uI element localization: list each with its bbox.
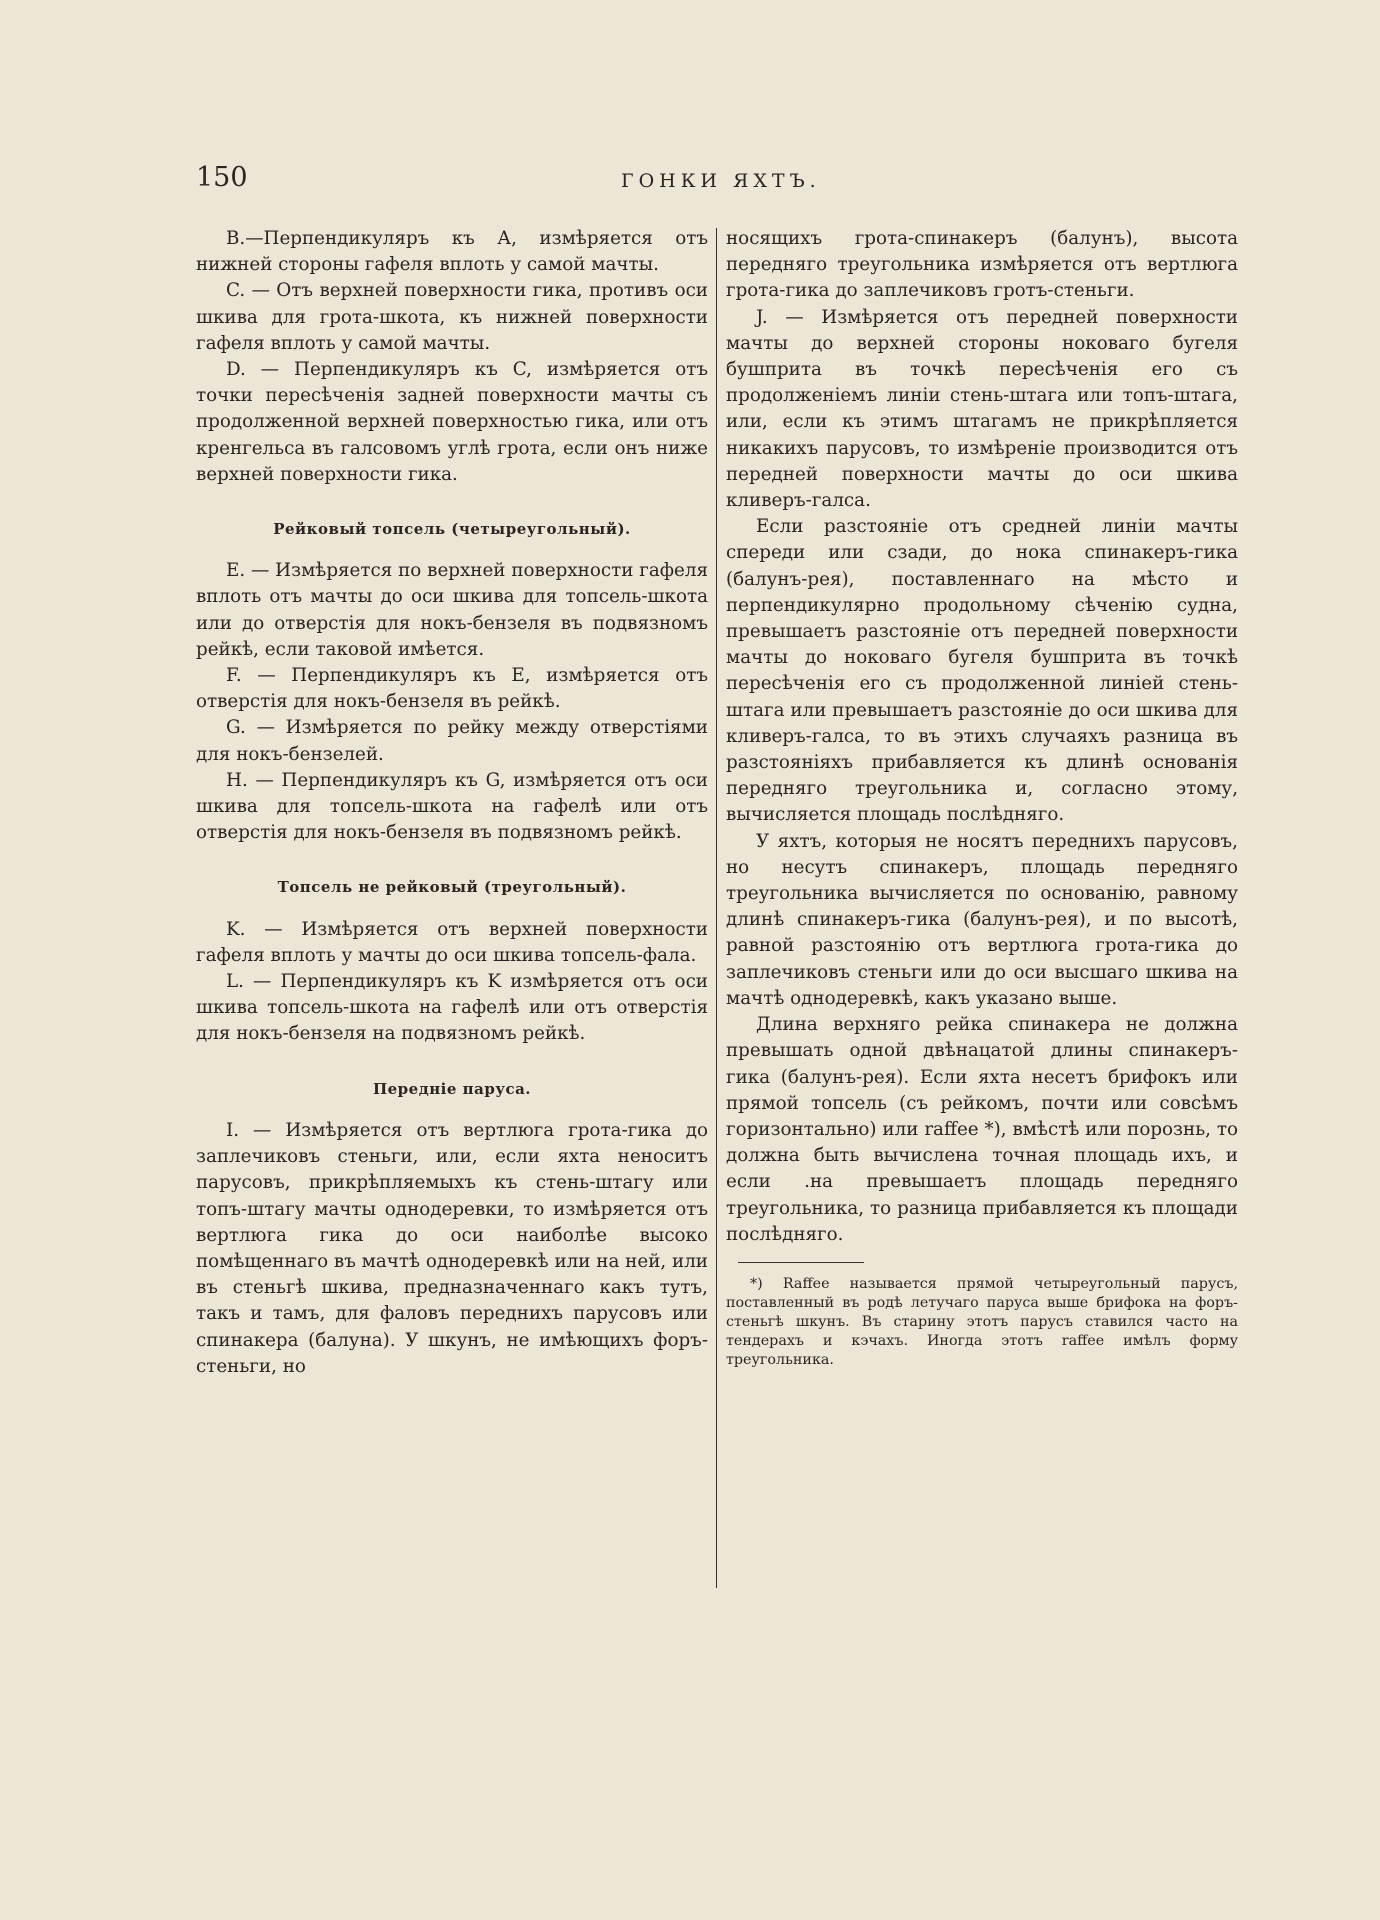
column-divider [716, 228, 717, 1588]
paragraph: J. — Измѣряется отъ передней поверхности мачты до верхней стороны ноковаго бугеля бушприта въ точкѣ пересѣченія его съ продолженіемъ линіи стень-штага или топъ-штага, или, если къ этимъ штагамъ не прикрѣпляется никакихъ парусовъ, то измѣреніе производится отъ передней поверхности мачты до оси шкива кливеръ-галса. [726, 306, 1238, 512]
page-header [196, 162, 1206, 202]
paragraph: D. — Перпендикуляръ къ C, измѣряется отъ точки пересѣченія задней поверхности мачты съ продолженной верхней поверхностью гика, или отъ кренгельса въ галсовомъ углѣ грота, если онъ ниже верхней поверхности гика. [196, 359, 708, 485]
paragraph: L. — Перпендикуляръ къ K измѣряется отъ оси шкива топсель-шкота на гафелѣ или отъ отверстія для нокъ-бензеля на подвязномъ рейкѣ. [196, 971, 708, 1045]
section-heading: Передніе паруса. [372, 1079, 532, 1098]
section-heading: Топсель не рейковый (треугольный). [277, 878, 627, 897]
paragraph: F. — Перпендикуляръ къ E, измѣряется отъ отверстія для нокъ-бензеля въ рейкѣ. [196, 665, 708, 713]
paragraph: носящихъ грота-спинакеръ (балунъ), высота передняго треугольника измѣряется отъ вертлюга грота-гика до заплечиковъ гротъ-стеньги. [726, 228, 1238, 302]
paragraph: H. — Перпендикуляръ къ G, измѣряется отъ оси шкива для топсель-шкота на гафелѣ или отъ отверстія для нокъ-бензеля въ подвязномъ рейкѣ. [196, 769, 708, 844]
left-column [196, 226, 708, 1380]
footnote-rule [738, 1262, 864, 1263]
paragraph: I. — Измѣряется отъ вертлюга грота-гика до заплечиковъ стеньги, или, если яхта неноситъ парусовъ, прикрѣпляемыхъ къ стень-штагу или топъ-штагу мачты однодеревки, то измѣряется отъ вертлюга гика до оси наиболѣе высоко помѣщеннаго въ мачтѣ однодеревкѣ или на ней, или въ стеньгѣ шкива, предназначеннаго какъ тутъ, такъ и тамъ, для фаловъ переднихъ парусовъ или спинакера (балуна). У шкунъ, не имѣющихъ форъ-стеньги, но [196, 1119, 708, 1377]
section-heading: Рейковый топсель (четыреугольный). [273, 520, 631, 539]
right-column [726, 226, 1238, 1370]
paragraph: C. — Отъ верхней поверхности гика, противъ оси шкива для грота-шкота, къ нижней поверхности гафеля вплоть у самой мачты. [196, 280, 708, 354]
paragraph: У яхтъ, которыя не носятъ переднихъ парусовъ, но несутъ спинакеръ, площадь передняго треугольника вычисляется по основанію, равному длинѣ спинакеръ-гика (балунъ-рея), и по высотѣ, равной разстоянію отъ вертлюга грота-гика до заплечиковъ стеньги или до оси высшаго шкива на мачтѣ однодеревкѣ, какъ указано выше. [726, 830, 1238, 1009]
paragraph: K. — Измѣряется отъ верхней поверхности гафеля вплоть у мачты до оси шкива топсель-фала. [196, 918, 708, 966]
footnote: *) Raffee называется прямой четыреугольный парусъ, поставленный въ родѣ летучаго паруса выше брифока на форъ-стеньгѣ шкунъ. Въ старину этотъ парусъ ставился часто на тендерахъ и кэчахъ. Иногда этотъ raffee имѣлъ форму треугольника. [726, 1275, 1238, 1368]
paragraph: Длина верхняго рейка спинакера не должна превышать одной двѣнацатой длины спинакеръ-гика (балунъ-рея). Если яхта несетъ брифокъ или прямой топсель (съ рейкомъ, почти или совсѣмъ горизонтально) или raffee *), вмѣстѣ или порознь, то должна быть вычислена точная площадь ихъ, и если .на превышаетъ площадь передняго треугольника, то разница прибавляется къ площади послѣдняго. [726, 1014, 1238, 1245]
paragraph: E. — Измѣряется по верхней поверхности гафеля вплоть отъ мачты до оси шкива для топсель-шкота или до отверстія для нокъ-бензеля въ подвязномъ рейкѣ, если таковой имѣется. [196, 560, 708, 660]
running-title: ГОНКИ ЯХТЪ. [621, 170, 821, 192]
paragraph: B.—Перпендикуляръ къ А, измѣряется отъ нижней стороны гафеля вплоть у самой мачты. [196, 228, 708, 276]
paragraph: G. — Измѣряется по рейку между отверстіями для нокъ-бензелей. [196, 717, 708, 765]
page-number: 150 [196, 162, 248, 193]
paragraph: Если разстояніе отъ средней линіи мачты спереди или сзади, до нока спинакеръ-гика (балунъ-рея), поставленнаго на мѣсто и перпендикулярно продольному сѣченію судна, превышаетъ разстояніе отъ передней поверхности мачты до ноковаго бугеля бушприта въ точкѣ пересѣченія его съ продолженной линіей стень-штага или превышаетъ разстояніе до оси шкива для кливеръ-галса, то въ этихъ случаяхъ разница въ разстояніяхъ прибавляется къ длинѣ основанія передняго треугольника и, согласно этому, вычисляется площадь послѣдняго. [726, 516, 1238, 826]
